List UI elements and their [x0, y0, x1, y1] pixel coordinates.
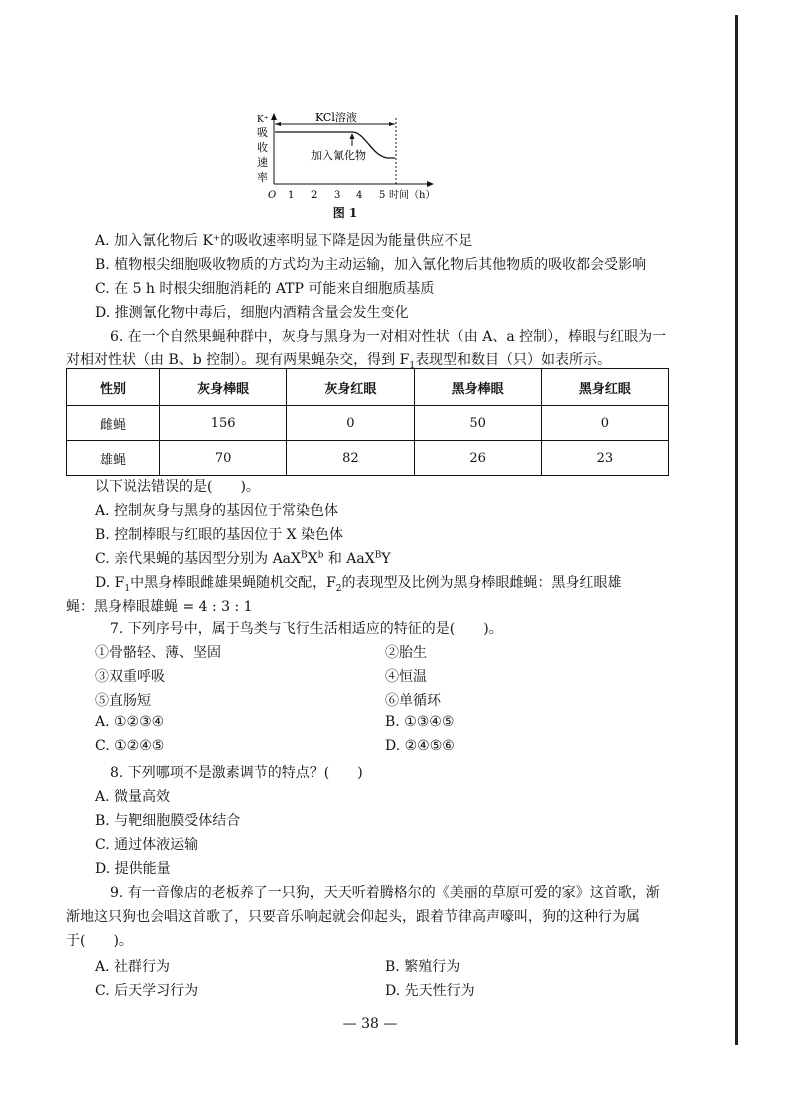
q6-option-a: A. 控制灰身与黑身的基因位于常染色体 [95, 503, 339, 519]
table-cell: 70 [160, 441, 287, 476]
q6-stem-line1: 6. 在一个自然果蝇种群中，灰身与黑身为一对相对性状（由 A、a 控制），棒眼与红眼为一 [110, 329, 667, 345]
q9-option-d: D. 先天性行为 [385, 983, 475, 999]
y-label-char-1: 吸 [257, 126, 268, 139]
table-header: 性别 [67, 369, 160, 406]
q8-option-c: C. 通过体液运输 [95, 837, 199, 853]
q7-option-a: A. ①②③④ [95, 714, 165, 730]
q6-option-d-line1: D. $F_1$中黑身棒眼雌雄果蝇随机交配，$F_2$的表现型及比例为黑身棒眼雌蝇：黑身红眼雄 [95, 575, 622, 594]
table-cell: 82 [287, 441, 414, 476]
q5-option-d: D. 推测氰化物中毒后，细胞内酒精含量会发生变化 [95, 305, 409, 321]
table-header: 灰身棒眼 [160, 369, 287, 406]
q8-option-a: A. 微量高效 [95, 789, 171, 805]
x-axis-arrow [427, 181, 434, 187]
cyanide-label: 加入氰化物 [311, 149, 366, 162]
q6-prompt: 以下说法错误的是( )。 [95, 479, 260, 495]
q6-option-c: C. 亲代果蝇的基因型分别为 $AaX^BX^b$ 和 AaX$^B$Y [95, 550, 391, 567]
table-cell: 雄蝇 [67, 441, 160, 476]
table-cell: 23 [541, 441, 668, 476]
q7-item-2: ②胎生 [385, 645, 427, 661]
q6-stem-line2: 对相对性状（由 B、b 控制）。现有两果蝇杂交，得到 $F_1$表现型和数目（只）如表所示。 [66, 352, 612, 371]
q9-stem-line2: 渐地这只狗也会唱这首歌了，只要音乐响起就会仰起头，跟着节律高声嚎叫，狗的这种行为属 [66, 909, 640, 925]
table-header: 黑身红眼 [541, 369, 668, 406]
q7-option-d: D. ②④⑤⑥ [385, 738, 455, 754]
y-axis-arrow [271, 113, 277, 120]
table-cell: 26 [414, 441, 541, 476]
q8-option-b: B. 与靶细胞膜受体结合 [95, 813, 241, 829]
x-axis-label: 时间（h） [389, 190, 435, 201]
q7-item-6: ⑥单循环 [385, 693, 441, 709]
y-label-char-2: 收 [257, 141, 268, 154]
table-row [67, 441, 669, 476]
q9-stem-line1: 9. 有一音像店的老板养了一只狗，天天听着腾格尔的《美丽的草原可爱的家》这首歌，渐 [110, 885, 660, 901]
q9-option-b: B. 繁殖行为 [385, 959, 461, 975]
table-header: 黑身棒眼 [414, 369, 541, 406]
figure-caption: 图 1 [332, 206, 358, 220]
x-tick-4: 4 [356, 190, 363, 201]
q8-option-d: D. 提供能量 [95, 861, 171, 877]
q8-stem: 8. 下列哪项不是激素调节的特点？( ) [110, 765, 363, 781]
q7-item-3: ③双重呼吸 [95, 669, 165, 685]
y-label-char-4: 率 [257, 171, 268, 184]
table-cell: 0 [287, 406, 414, 441]
table-cell: 156 [160, 406, 287, 441]
table-cell: 50 [414, 406, 541, 441]
q9-stem-line3: 于( )。 [66, 933, 133, 949]
x-tick-2: 2 [311, 190, 318, 201]
q9-option-c: C. 后天学习行为 [95, 983, 199, 999]
q9-option-a: A. 社群行为 [95, 959, 171, 975]
q7-item-4: ④恒温 [385, 669, 427, 685]
table-row [67, 406, 669, 441]
x-tick-5: 5 [379, 190, 386, 201]
q5-option-c: C. 在 5 h 时根尖细胞消耗的 ATP 可能来自细胞质基质 [95, 281, 435, 297]
q6-option-b: B. 控制棒眼与红眼的基因位于 X 染色体 [95, 527, 344, 543]
k-absorption-graph [255, 112, 435, 204]
x-tick-3: 3 [334, 190, 341, 201]
y-label-k: K⁺ [257, 115, 269, 125]
page-number: — 38 — [342, 1016, 398, 1032]
x-tick-origin: O [268, 190, 277, 201]
q6-option-d-line2: 蝇：黑身棒眼雄蝇 = 4 : 3 : 1 [66, 599, 253, 615]
q7-option-c: C. ①②④⑤ [95, 738, 165, 754]
kcl-arrow-left [275, 122, 281, 126]
table-cell: 雌蝇 [67, 406, 160, 441]
table-header-row [67, 369, 669, 406]
cyanide-pointer-head [350, 133, 355, 139]
figure-1 [255, 112, 435, 224]
q7-item-5: ⑤直肠短 [95, 693, 151, 709]
q7-stem: 7. 下列序号中，属于鸟类与飞行生活相适应的特征的是( )。 [110, 621, 503, 637]
q7-option-b: B. ①③④⑤ [385, 714, 455, 730]
binding-edge-line [735, 15, 738, 1045]
y-label-char-3: 速 [257, 156, 268, 169]
table-header: 灰身红眼 [287, 369, 414, 406]
f1-phenotype-table [66, 368, 669, 476]
q5-option-b: B. 植物根尖细胞吸收物质的方式均为主动运输，加入氰化物后其他物质的吸收都会受影响 [95, 257, 647, 273]
x-tick-1: 1 [288, 190, 295, 201]
q7-item-1: ①骨骼轻、薄、坚固 [95, 645, 221, 661]
kcl-arrow-right [389, 122, 395, 126]
table-cell: 0 [541, 406, 668, 441]
kcl-label: KCl溶液 [315, 112, 357, 124]
q5-option-a: A. 加入氰化物后 K⁺的吸收速率明显下降是因为能量供应不足 [95, 233, 473, 249]
